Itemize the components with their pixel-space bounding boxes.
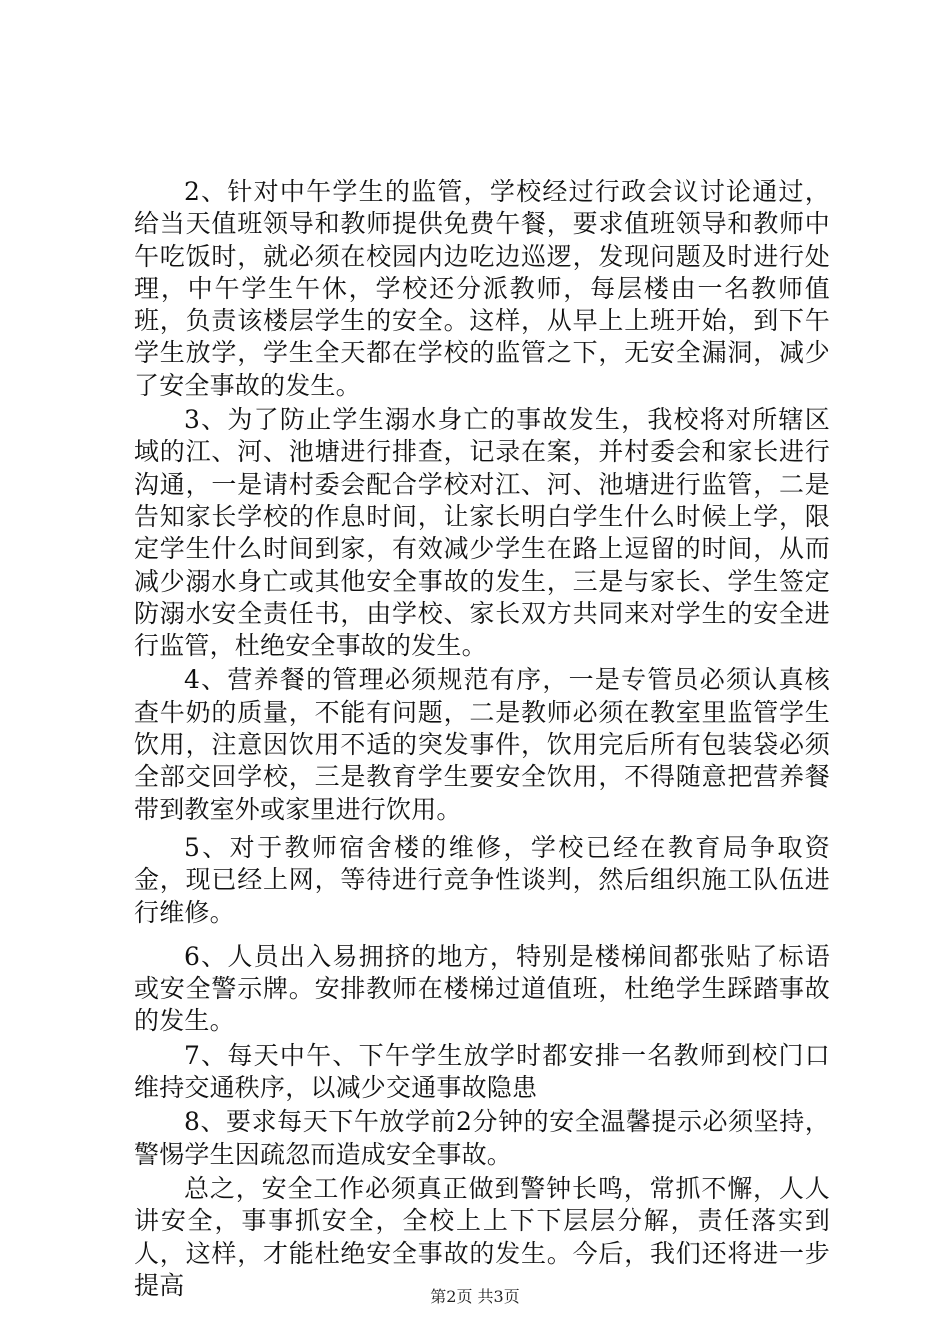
paragraph-summary: 总之，安全工作必须真正做到警钟长鸣，常抓不懈，人人讲安全，事事抓安全，全校上上下下层层分解，责任落实到人，这样，才能杜绝安全事故的发生。今后，我们还将进一步提高	[134, 1173, 830, 1300]
paragraph-item-3-drowning-prevention: 3、为了防止学生溺水身亡的事故发生，我校将对所辖区域的江、河、池塘进行排查，记录在案，并村委会和家长进行沟通，一是请村委会配合学校对江、河、池塘进行监管，二是告知家长学校的作息时间，让家长明白学生什么时候上学，限定学生什么时间到家，有效减少学生在路上逗留的时间，从而减少溺水身亡或其他安全事故的发生，三是与家长、学生签定防溺水安全责任书，由学校、家长双方共同来对学生的安全进行监管，杜绝安全事故的发生。	[134, 405, 830, 661]
paragraph-item-4-nutrition-meals: 4、营养餐的管理必须规范有序，一是专管员必须认真核查牛奶的质量，不能有问题，二是教师必须在教室里监管学生饮用，注意因饮用不适的突发事件，饮用完后所有包装袋必须全部交回学校，三是教育学生要安全饮用，不得随意把营养餐带到教室外或家里进行饮用。	[134, 665, 830, 824]
paragraph-item-6-crowded-areas: 6、人员出入易拥挤的地方，特别是楼梯间都张贴了标语或安全警示牌。安排教师在楼梯过道值班，杜绝学生踩踏事故的发生。	[134, 941, 830, 1036]
paragraph-item-8-safety-reminder: 8、要求每天下午放学前2分钟的安全温馨提示必须坚持，警惕学生因疏忽而造成安全事故。	[134, 1107, 830, 1169]
paragraph-item-2-lunch-supervision: 2、针对中午学生的监管，学校经过行政会议讨论通过，给当天值班领导和教师提供免费午餐，要求值班领导和教师中午吃饭时，就必须在校园内边吃边巡逻，发现问题及时进行处理，中午学生午休，学校还分派教师，每层楼由一名教师值班，负责该楼层学生的安全。这样，从早上上班开始，到下午学生放学，学生全天都在学校的监管之下，无安全漏洞，减少了安全事故的发生。	[134, 177, 830, 400]
paragraph-item-7-traffic-order: 7、每天中午、下午学生放学时都安排一名教师到校门口维持交通秩序，以减少交通事故隐患	[134, 1040, 830, 1103]
document-body	[134, 176, 830, 1302]
paragraph-item-5-dormitory-repair: 5、对于教师宿舍楼的维修，学校已经在教育局争取资金，现已经上网，等待进行竞争性谈判，然后组织施工队伍进行维修。	[134, 832, 830, 927]
page-number-footer: 第2页 共3页	[430, 1287, 520, 1306]
